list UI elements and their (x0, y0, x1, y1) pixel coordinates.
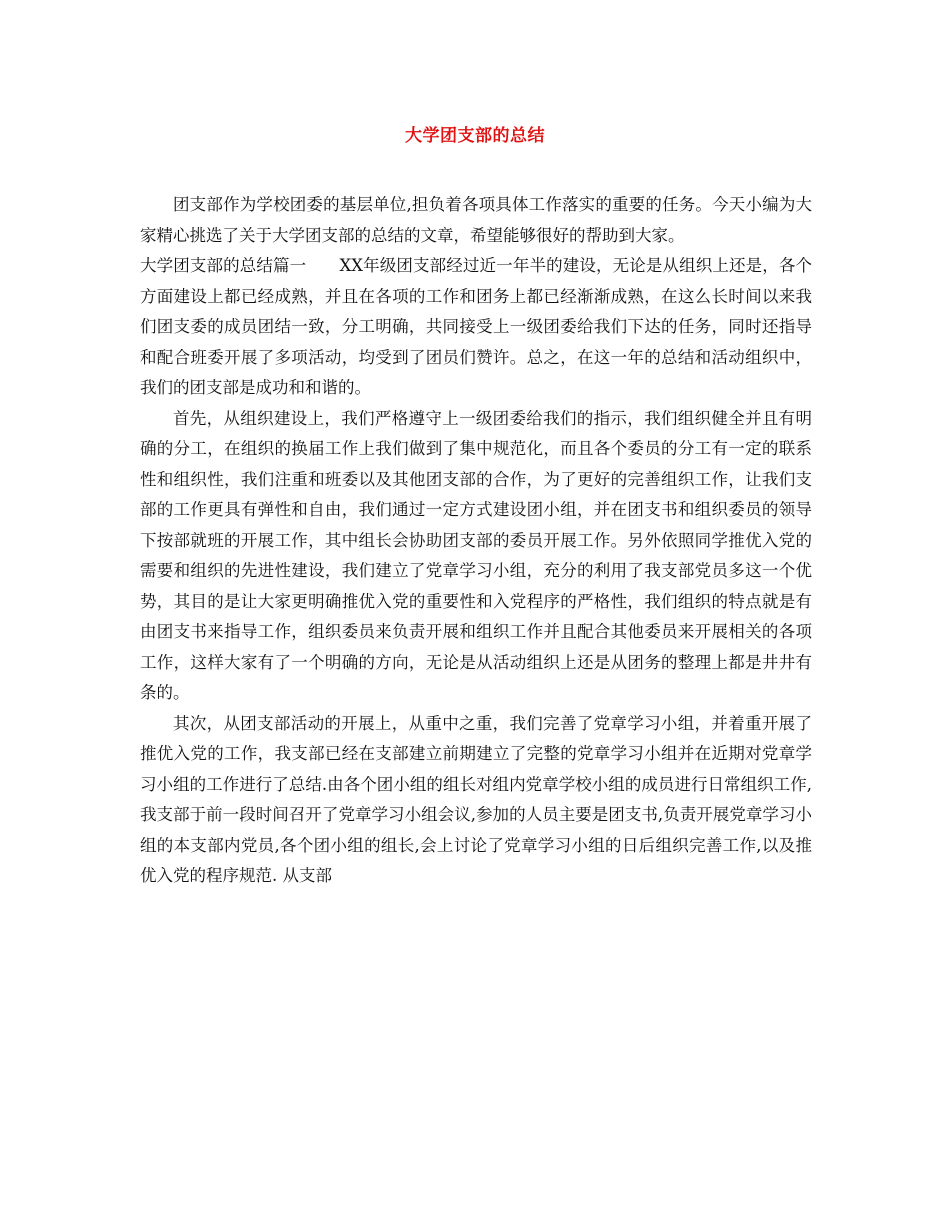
paragraph-part-one: 大学团支部的总结篇一 XX年级团支部经过近一年半的建设，无论是从组织上还是，各个方面建设上都已经成熟，并且在各项的工作和团务上都已经渐渐成熟，在这么长时间以来我们团支委的成员团结一致，分工明确，共同接受上一级团委给我们下达的任务，同时还指导和配合班委开展了多项活动，均受到了团员们赞许。总之，在这一年的总结和活动组织中，我们的团支部是成功和和谐的。 (140, 256, 812, 397)
paragraph-organization: 首先，从组织建设上，我们严格遵守上一级团委给我们的指示，我们组织健全并且有明确的分工，在组织的换届工作上我们做到了集中规范化，而且各个委员的分工有一定的联系性和组织性，我们注重和班委以及其他团支部的合作，为了更好的完善组织工作，让我们支部的工作更具有弹性和自由，我们通过一定方式建设团小组，并在团支书和组织委员的领导下按部就班的开展工作，其中组长会协助团支部的委员开展工作。另外依照同学推优入党的需要和组织的先进性建设，我们建立了党章学习小组，充分的利用了我支部党员多这一个优势，其目的是让大家更明确推优入党的重要性和入党程序的严格性，我们组织的特点就是有由团支书来指导工作，组织委员来负责开展和组织工作并且配合其他委员来开展相关的各项工作，这样大家有了一个明确的方向，无论是从活动组织上还是从团务的整理上都是井井有条的。 (140, 408, 812, 702)
paragraph-activities: 其次，从团支部活动的开展上，从重中之重，我们完善了党章学习小组，并着重开展了推优入党的工作，我支部已经在支部建立前期建立了完整的党章学习小组并在近期对党章学习小组的工作进行了总结.由各个团小组的组长对组内党章学校小组的成员进行日常组织工作,我支部于前一段时间召开了党章学习小组会议,参加的人员主要是团支书,负责开展党章学习小组的本支部内党员,各个团小组的组长,会上讨论了党章学习小组的日后组织完善工作,以及推优入党的程序规范. 从支部 (140, 713, 812, 885)
document-body (140, 190, 812, 892)
document-title: 大学团支部的总结 (405, 126, 545, 146)
paragraph-intro: 团支部作为学校团委的基层单位,担负着各项具体工作落实的重要的任务。今天小编为大家精心挑选了关于大学团支部的总结的文章，希望能够很好的帮助到大家。 (140, 195, 812, 245)
